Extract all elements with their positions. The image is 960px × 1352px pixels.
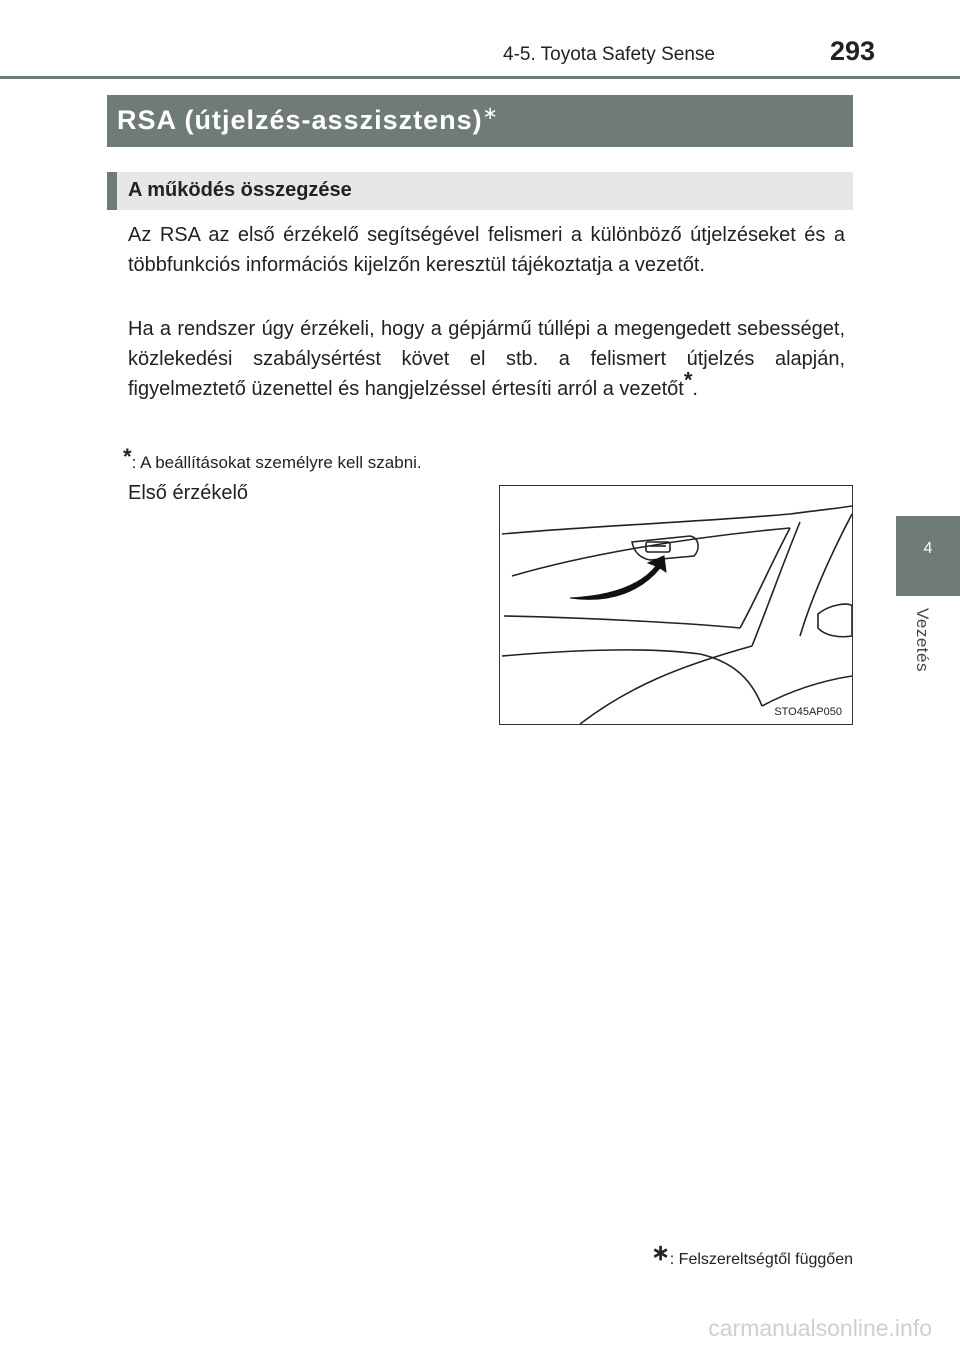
section-title-bar (107, 95, 853, 147)
section-title-text: RSA (útjelzés-asszisztens) (117, 105, 483, 135)
settings-asterisk: * (683, 367, 693, 393)
equipment-footnote-text: : Felszereltségtől függően (669, 1251, 853, 1268)
chapter-tab (896, 516, 960, 596)
footnote-asterisk-equipment: ∗ (651, 1240, 670, 1265)
page-number: 293 (830, 36, 876, 66)
subheading-bar (107, 172, 853, 210)
title-asterisk: ∗ (482, 103, 499, 123)
chapter-number: 4 (923, 540, 933, 557)
figure-caption: Első érzékelő (128, 482, 249, 504)
subheading-accent (107, 172, 117, 210)
paragraph-overview: Az RSA az első érzékelő segítségével felismeri a különböző útjelzéseket és a többfunkciós információs kijelzőn keresztül tájékoztatja a vezetőt. (128, 224, 845, 276)
paragraph-warning-text: Ha a rendszer úgy érzékeli, hogy a gépjármű túllépi a megengedett sebességet, közlekedési szabálysértést követ el stb. a felismert útjelzés alapján, figyelmeztető üzenettel és hangjelzéssel értesíti arról a vezetőt (128, 318, 845, 400)
header-rule (0, 76, 960, 79)
chapter-label: Vezetés (913, 608, 932, 672)
figure-code: STO45AP050 (774, 706, 842, 718)
pointer-arrow (570, 556, 666, 599)
section-title (117, 103, 499, 136)
equipment-footnote (651, 1240, 853, 1269)
front-sensor-illustration (499, 485, 853, 725)
windshield-drawing (500, 486, 853, 725)
paragraph-warning-end: . (692, 378, 698, 400)
section-reference: 4-5. Toyota Safety Sense (503, 44, 715, 65)
settings-footnote-text: : A beállításokat személyre kell szabni. (131, 453, 422, 472)
settings-footnote (123, 444, 422, 473)
subheading: A működés összegzése (128, 179, 352, 201)
paragraph-warning (128, 314, 845, 404)
watermark: carmanualsonline.info (708, 1315, 932, 1341)
footnote-asterisk: * (123, 444, 132, 469)
